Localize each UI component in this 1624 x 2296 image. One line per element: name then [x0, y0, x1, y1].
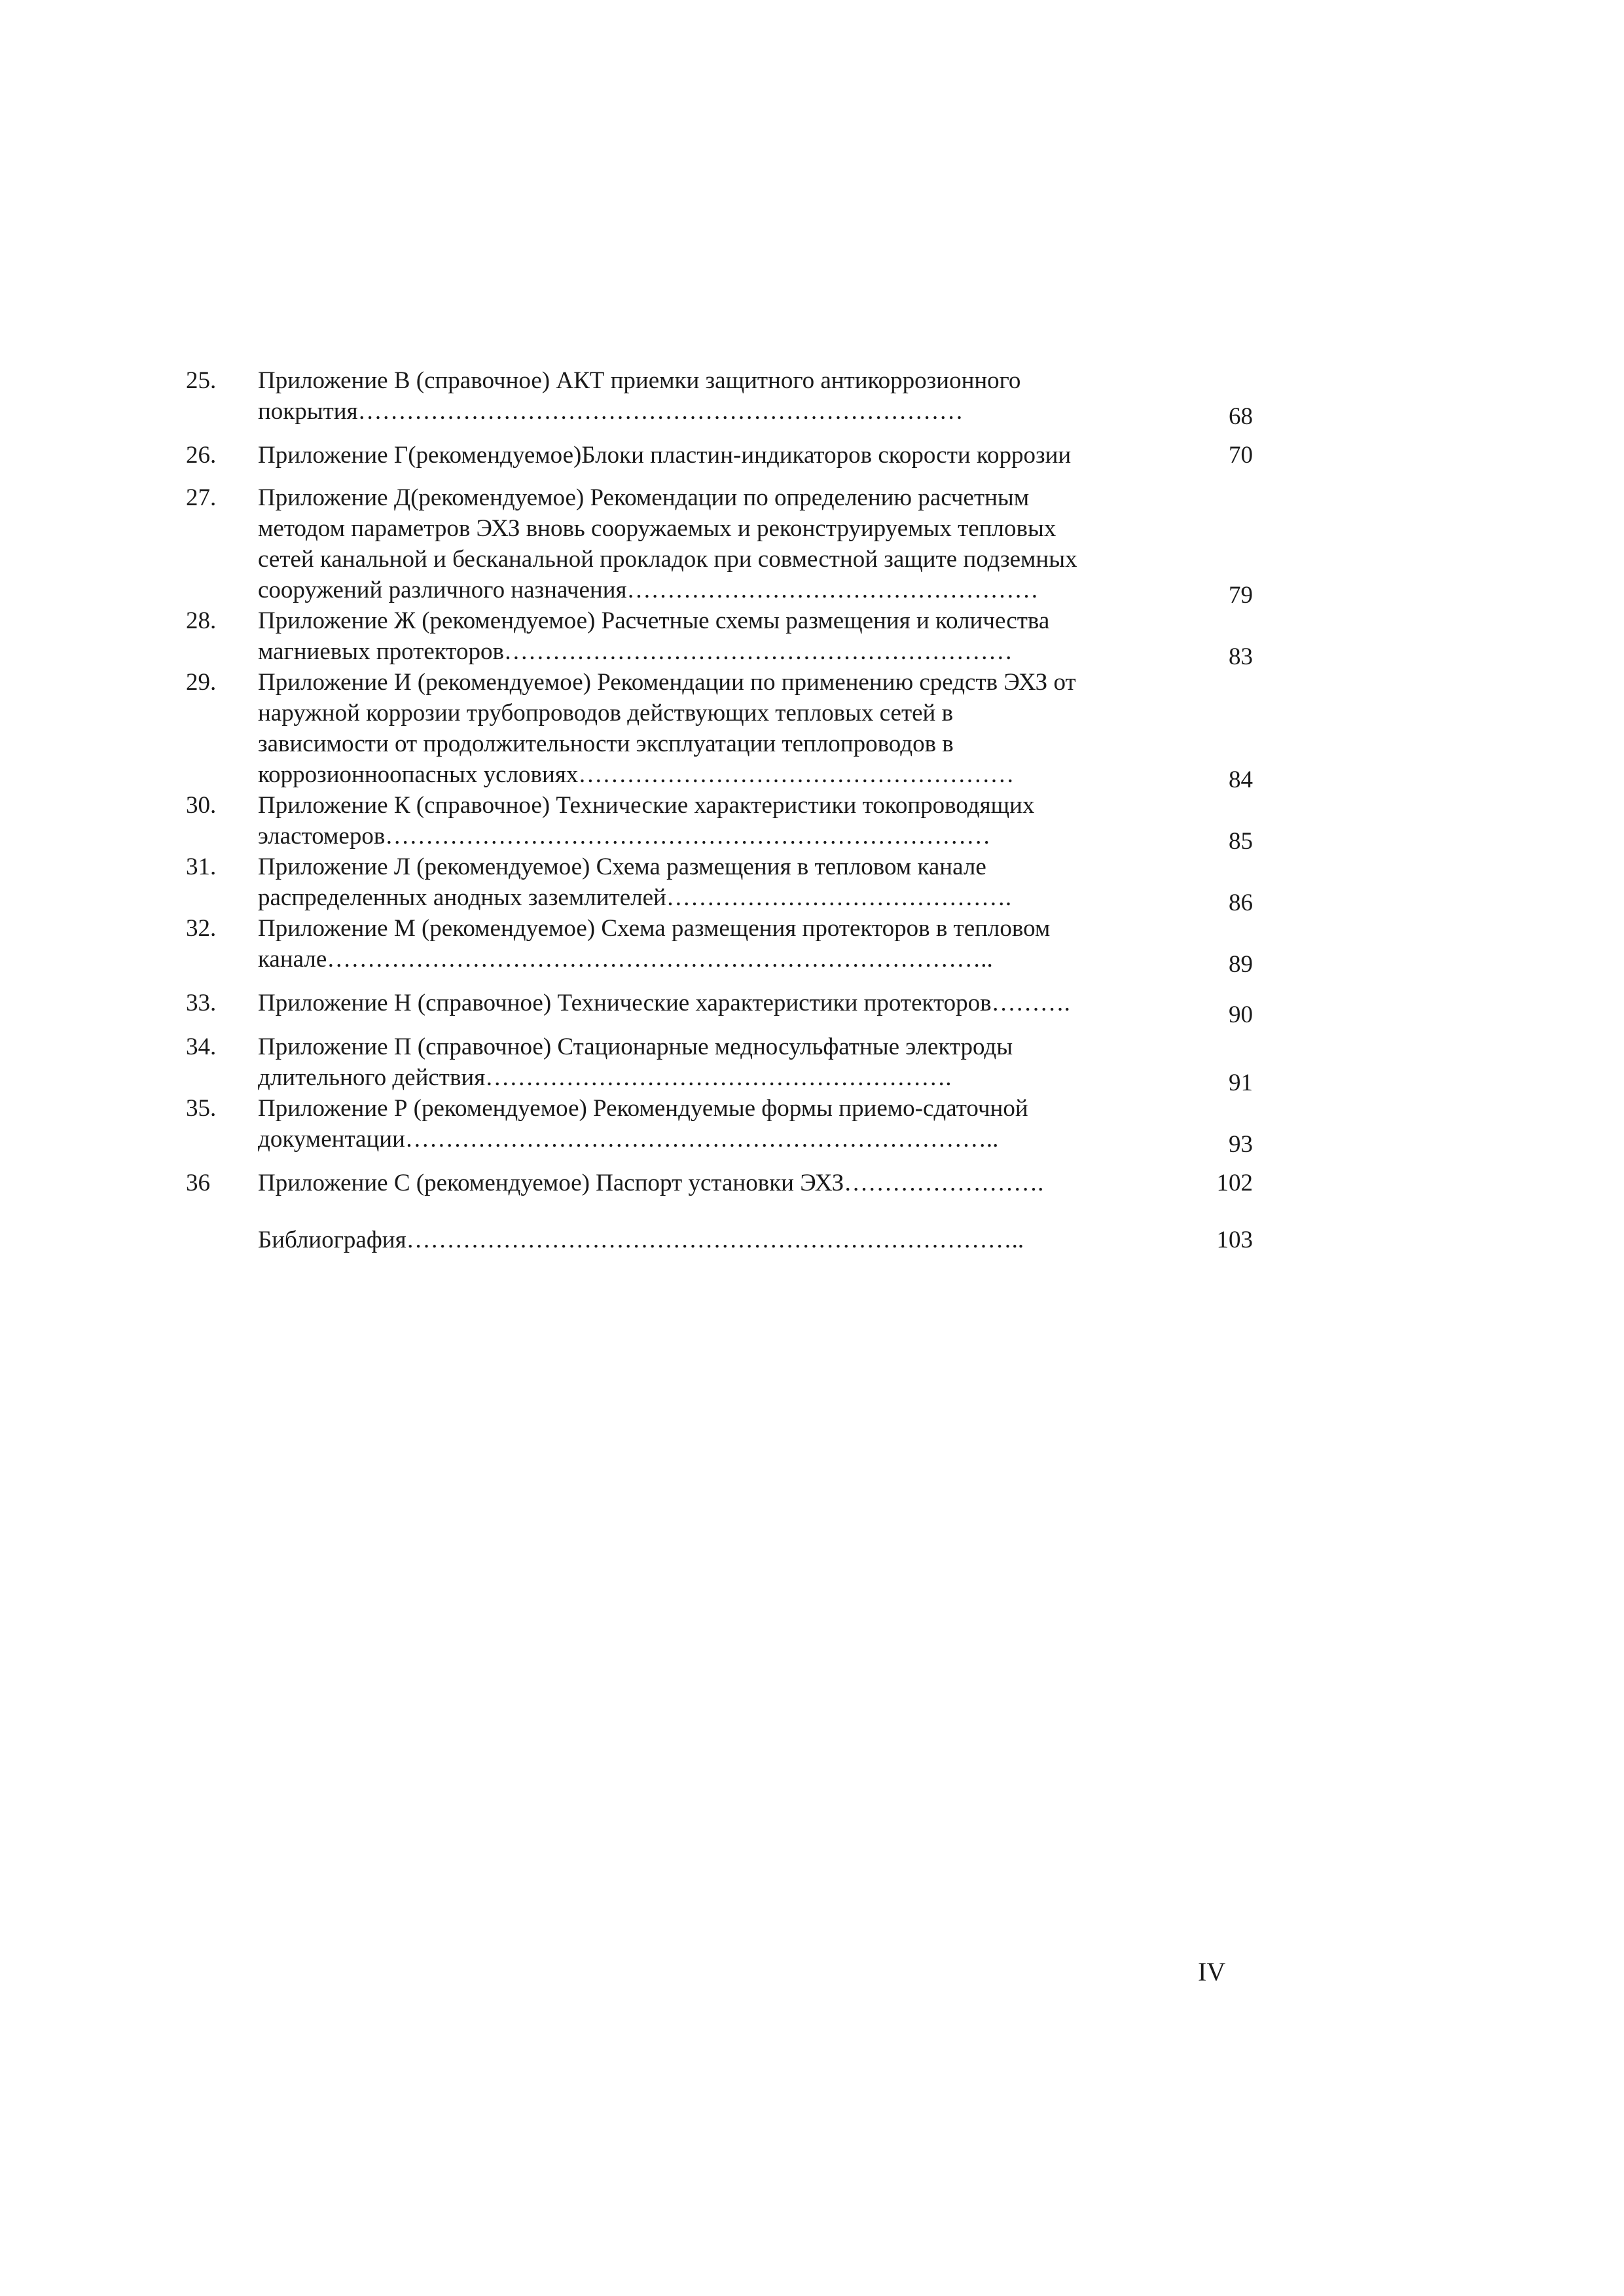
toc-entry — [186, 852, 1253, 916]
entry-number: 26. — [186, 442, 217, 469]
entry-number: 31. — [186, 853, 217, 880]
entry-line: распределенных анодных заземлителей……………………………………. — [258, 884, 1012, 911]
entry-line: коррозионноопасных условиях……………………………………………… — [258, 761, 1015, 788]
entry-page: 83 — [1229, 643, 1253, 670]
entry-line: магниевых протекторов……………………………………………………… — [258, 638, 1013, 665]
entry-line: Приложение М (рекомендуемое) Схема размещения протекторов в тепловом — [258, 915, 1051, 942]
entry-title — [258, 667, 1187, 790]
entry-line: методом параметров ЭХЗ вновь сооружаемых и реконструируемых тепловых — [258, 515, 1056, 542]
entry-number: 35. — [186, 1095, 217, 1122]
entry-page: 70 — [1229, 442, 1253, 469]
toc-entry — [186, 365, 1253, 430]
toc-entry — [186, 913, 1253, 978]
entry-title — [258, 482, 1187, 605]
toc-entry — [186, 605, 1253, 670]
entry-line: Приложение Р (рекомендуемое) Рекомендуемые формы приемо-сдаточной — [258, 1095, 1028, 1122]
entry-title — [258, 1168, 1187, 1198]
toc-entry — [186, 1093, 1253, 1158]
entry-number: 30. — [186, 792, 217, 819]
entry-line: Приложение С (рекомендуемое) Паспорт установки ЭХЗ……………………. — [258, 1170, 1044, 1196]
entry-line: Приложение П (справочное) Стационарные медносульфатные электроды — [258, 1033, 1013, 1060]
entry-title — [258, 852, 1187, 913]
toc-entry — [186, 440, 1253, 471]
entry-line: Приложение Л (рекомендуемое) Схема размещения в тепловом канале — [258, 853, 986, 880]
entry-title — [258, 1225, 1187, 1255]
page-number: IV — [1198, 1957, 1226, 1986]
entry-line: Приложение Д(рекомендуемое) Рекомендации по определению расчетным — [258, 484, 1030, 511]
entry-page: 68 — [1229, 403, 1253, 430]
entry-line: Библиография………………………………………………………………….. — [258, 1227, 1024, 1253]
entry-line: Приложение Г(рекомендуемое)Блоки пластин-индикаторов скорости коррозии — [258, 442, 1072, 469]
entry-page: 89 — [1229, 951, 1253, 978]
entry-line: Приложение К (справочное) Технические характеристики токопроводящих — [258, 792, 1035, 819]
toc-entry — [186, 1225, 1253, 1255]
entry-page: 93 — [1229, 1131, 1253, 1158]
entry-title — [258, 988, 1187, 1018]
entry-page: 103 — [1216, 1227, 1253, 1253]
entry-line: документации……………………………………………………………….. — [258, 1126, 999, 1153]
entry-line: Приложение Н (справочное) Технические характеристики протекторов………. — [258, 990, 1070, 1016]
entry-line: Приложение И (рекомендуемое) Рекомендации по применению средств ЭХЗ от — [258, 669, 1076, 696]
entry-number: 36 — [186, 1170, 210, 1196]
table-of-contents — [186, 365, 1253, 1255]
entry-line: канале……………………………………………………………………….. — [258, 946, 993, 973]
entry-page: 90 — [1229, 1001, 1253, 1028]
entry-line: длительного действия…………………………………………………. — [258, 1064, 952, 1091]
toc-entry — [186, 482, 1253, 609]
entry-title — [258, 913, 1187, 975]
entry-number: 32. — [186, 915, 217, 942]
entry-title — [258, 1031, 1187, 1093]
entry-title — [258, 365, 1187, 427]
toc-entry — [186, 1031, 1253, 1096]
entry-number: 28. — [186, 607, 217, 634]
entry-number: 34. — [186, 1033, 217, 1060]
entry-title — [258, 440, 1187, 471]
entry-line: покрытия………………………………………………………………… — [258, 398, 964, 425]
toc-entry — [186, 790, 1253, 855]
entry-title — [258, 790, 1187, 852]
entry-line: зависимости от продолжительности эксплуатации теплопроводов в — [258, 730, 954, 757]
toc-entry — [186, 1168, 1253, 1198]
entry-line: эластомеров………………………………………………………………… — [258, 823, 991, 850]
entry-line: Приложение Ж (рекомендуемое) Расчетные схемы размещения и количества — [258, 607, 1050, 634]
entry-number: 33. — [186, 990, 217, 1016]
entry-page: 102 — [1216, 1170, 1253, 1196]
entry-line: Приложение В (справочное) АКТ приемки защитного антикоррозионного — [258, 367, 1021, 394]
entry-page: 85 — [1229, 828, 1253, 855]
entry-number: 29. — [186, 669, 217, 696]
toc-entry — [186, 988, 1253, 1028]
entry-page: 79 — [1229, 582, 1253, 609]
entry-line: наружной коррозии трубопроводов действующих тепловых сетей в — [258, 700, 954, 726]
entry-number: 25. — [186, 367, 217, 394]
entry-page: 86 — [1229, 889, 1253, 916]
entry-page: 91 — [1229, 1069, 1253, 1096]
entry-page: 84 — [1229, 766, 1253, 793]
entry-title — [258, 1093, 1187, 1155]
entry-title — [258, 605, 1187, 667]
entry-line: сетей канальной и бесканальной прокладок при совместной защите подземных — [258, 546, 1077, 573]
toc-entry — [186, 667, 1253, 793]
entry-number: 27. — [186, 484, 217, 511]
entry-line: сооружений различного назначения…………………………………………… — [258, 577, 1039, 603]
